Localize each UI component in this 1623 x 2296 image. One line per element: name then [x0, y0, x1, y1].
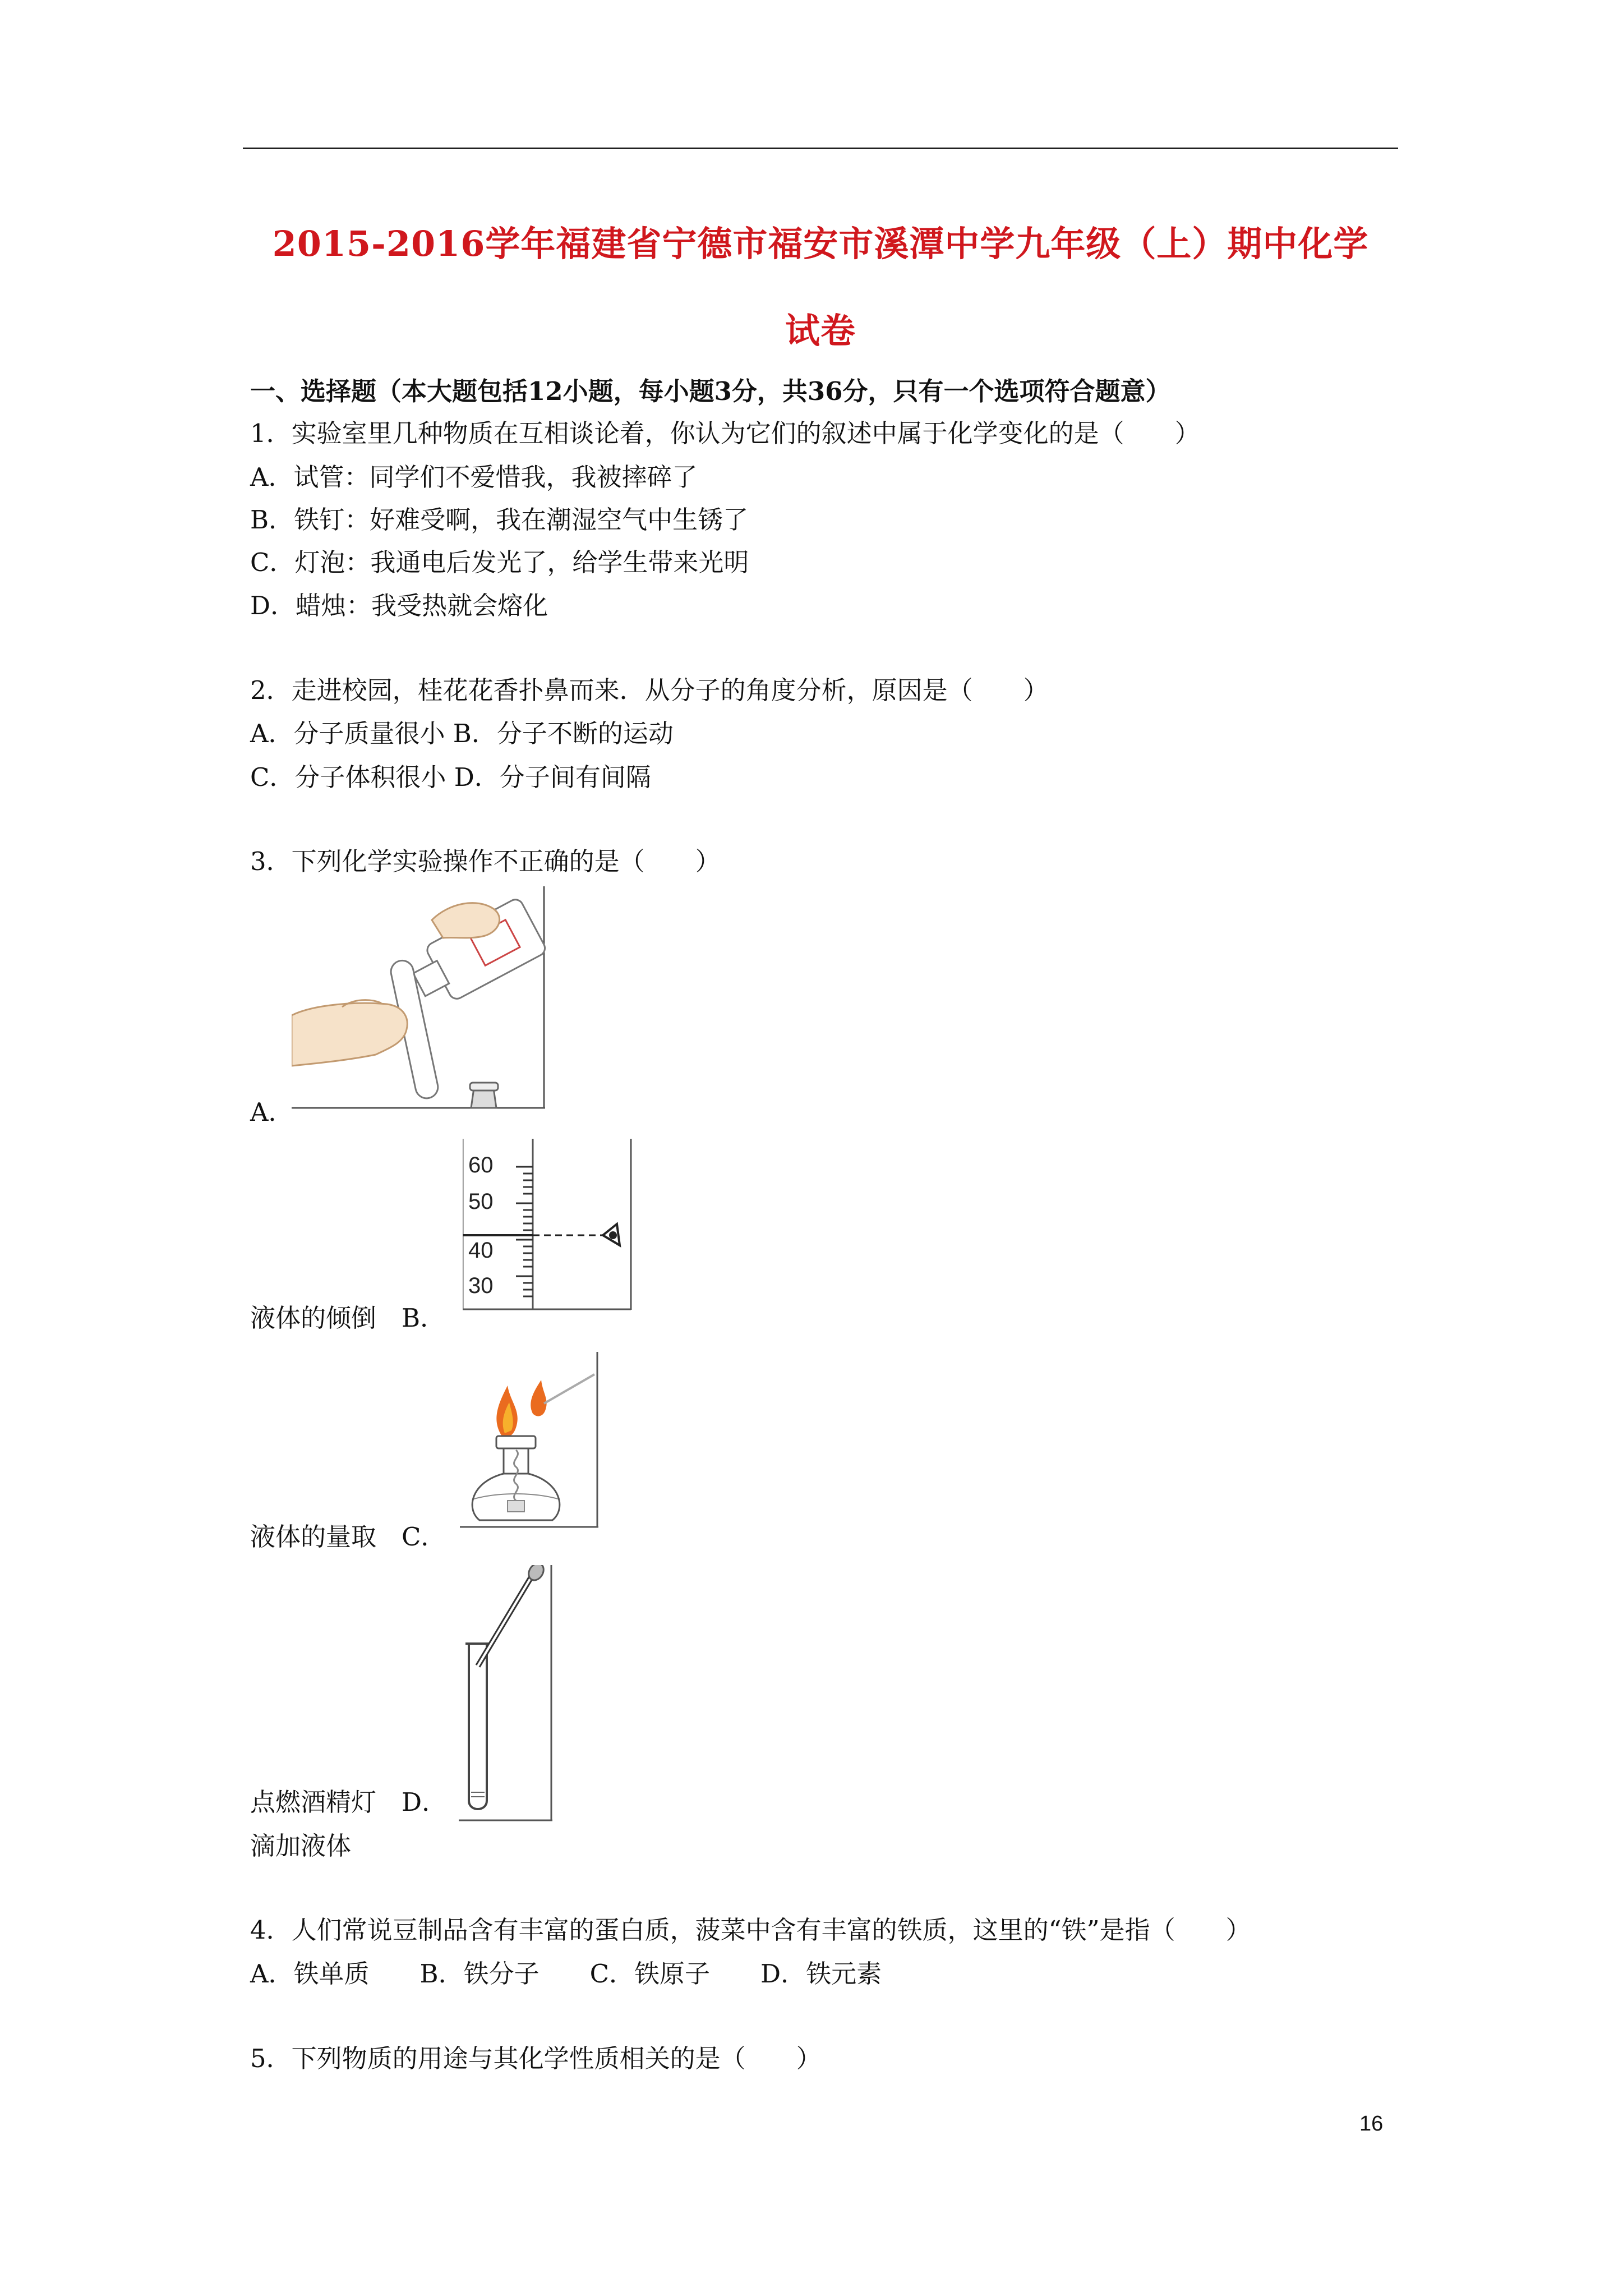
q3-option-a-label: A． — [250, 1097, 294, 1127]
q1-option-c: C．灯泡：我通电后发光了，给学生带来光明 — [250, 547, 749, 577]
exam-title-line2: 试卷 — [785, 310, 856, 351]
q2-options-cd: C．分子体积很小 D．分子间有间隔 — [250, 762, 651, 792]
q3-option-d-caption: 滴加液体 — [250, 1831, 352, 1861]
q5-stem: 5．下列物质的用途与其化学性质相关的是（ ） — [250, 2044, 822, 2073]
exam-title-line1: 2015-2016学年福建省宁德市福安市溪潭中学九年级（上）期中化学 — [272, 223, 1369, 264]
page-number: 16 — [1359, 2112, 1384, 2136]
q1-stem: 1．实验室里几种物质在互相谈论着，你认为它们的叙述中属于化学变化的是（ ） — [250, 418, 1200, 448]
figure-dropper — [459, 1565, 554, 1823]
q1-option-a: A．试管：同学们不爱惜我，我被摔碎了 — [250, 462, 698, 492]
q3-option-b-line: 液体的倾倒 B． — [250, 1303, 446, 1333]
section1-heading: 一、选择题（本大题包括12小题，每小题3分，共36分，只有一个选项符合题意） — [250, 376, 1171, 406]
q3-option-c-line: 液体的量取 C． — [250, 1522, 446, 1552]
q3-stem: 3．下列化学实验操作不正确的是（ ） — [250, 846, 721, 876]
cylinder-tick-30: 30 — [468, 1273, 494, 1298]
q1-option-b: B．铁钉：好难受啊，我在潮湿空气中生锈了 — [250, 505, 749, 535]
q4-options: A．铁单质 B．铁分子 C．铁原子 D．铁元素 — [250, 1959, 882, 1989]
q4-stem: 4．人们常说豆制品含有丰富的蛋白质，菠菜中含有丰富的铁质，这里的“铁”是指（ ） — [250, 1915, 1251, 1945]
cylinder-tick-50: 50 — [468, 1189, 494, 1214]
q2-stem: 2．走进校园，桂花花香扑鼻而来．从分子的角度分析，原因是（ ） — [250, 675, 1049, 705]
q1-option-d: D．蜡烛：我受热就会熔化 — [250, 591, 548, 620]
figure-liquid-pouring — [292, 886, 550, 1114]
header-rule — [243, 148, 1398, 149]
q3-option-d-line: 点燃酒精灯 D． — [250, 1787, 448, 1817]
q2-options-ab: A．分子质量很小 B．分子不断的运动 — [250, 719, 674, 748]
cylinder-tick-40: 40 — [468, 1238, 494, 1263]
figure-cylinder-reading — [463, 1139, 634, 1313]
figure-alcohol-lamp — [460, 1352, 600, 1531]
cylinder-tick-60: 60 — [468, 1153, 494, 1177]
